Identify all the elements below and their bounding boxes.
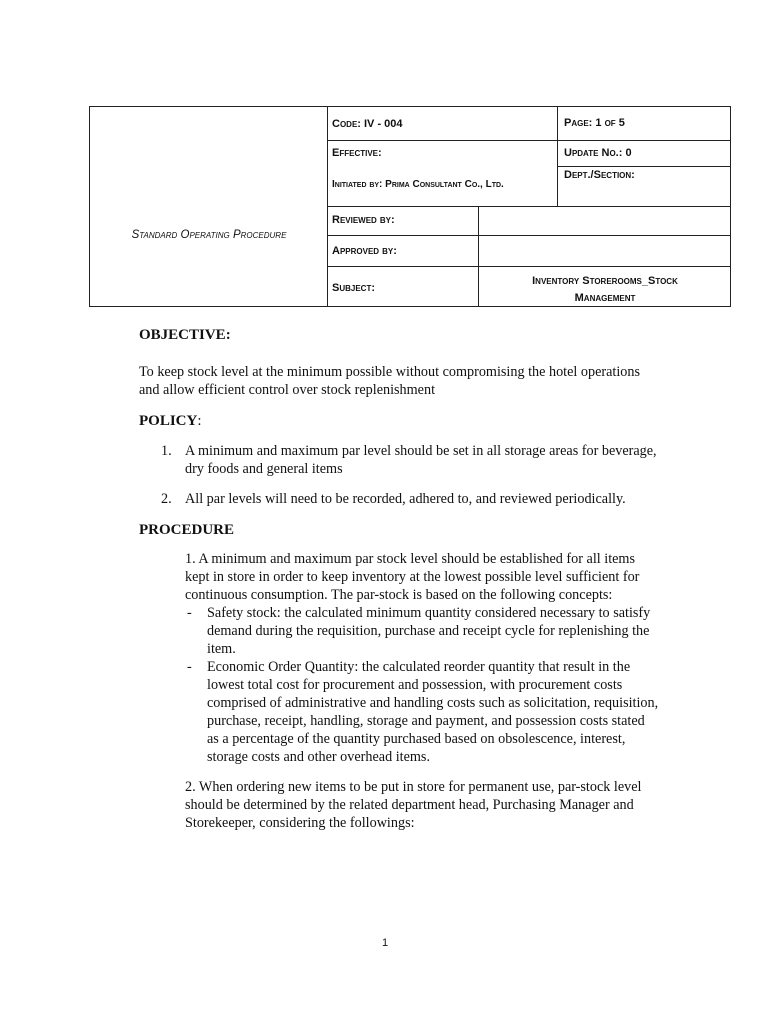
objective-heading: OBJECTIVE: — [139, 327, 231, 343]
list-number: 2. — [161, 491, 172, 507]
sop-title: Standard Operating Procedure — [131, 229, 287, 241]
list-item — [139, 490, 659, 508]
subject-label: Subject: — [332, 282, 376, 294]
list-text: Economic Order Quantity: the calculated reorder quantity that result in the lowest total cost for procurement and possession, with procurement costs comprised of administrative and handling costs such as solicitation, requisition, purchase, receipt, handling, storage and payment, and possession costs stated as a percentage of the quantity purchased based on obsolescence, interest, storage costs and other overhead items. — [207, 659, 659, 765]
divider — [328, 266, 730, 267]
page-number: 1 — [381, 937, 389, 949]
list-text: Safety stock: the calculated minimum quantity considered necessary to satisfy demand during the requisition, purchase and receipt cycle for replenishing the item. — [207, 605, 651, 657]
policy-colon: : — [197, 413, 202, 429]
reviewed-by-field: Reviewed by: — [332, 214, 395, 226]
update-no-field: Update No.: 0 — [564, 147, 632, 159]
policy-heading — [139, 412, 659, 430]
divider — [328, 235, 730, 236]
procedure-step: 2. When ordering new items to be put in store for permanent use, par-stock level should be determined by the related department head, Purchasing Manager and Storekeeper, considering the followings: — [185, 779, 642, 831]
dept-section-field: Dept./Section: — [564, 169, 635, 181]
list-item — [185, 658, 659, 766]
procedure-heading: PROCEDURE — [139, 522, 235, 538]
code-field: Code: IV - 004 — [332, 118, 403, 130]
list-number: 1. — [161, 443, 172, 459]
initiated-by-field: Initiated by: Prima Consultant Co., Ltd. — [332, 179, 504, 190]
divider — [557, 166, 730, 167]
list-item — [139, 442, 659, 478]
list-text: A minimum and maximum par level should be set in all storage areas for beverage, dry foods and general items — [185, 443, 657, 477]
document-body — [139, 326, 659, 832]
sop-header-table — [89, 106, 731, 307]
subject-line: Management — [574, 292, 636, 304]
page-field: Page: 1 of 5 — [564, 117, 625, 129]
divider — [328, 140, 730, 141]
procedure-step: 1. A minimum and maximum par stock level should be established for all items kept in store in order to keep inventory at the lowest possible level sufficient for continuous consumption. The par-stock is based on the following concepts: — [185, 551, 640, 603]
list-text: All par levels will need to be recorded, adhered to, and reviewed periodically. — [185, 491, 626, 507]
effective-field: Effective: — [332, 147, 382, 159]
list-item — [185, 604, 659, 658]
objective-text: To keep stock level at the minimum possible without compromising the hotel operations and allow efficient control over stock replenishment — [139, 364, 641, 398]
policy-list — [139, 442, 659, 508]
divider — [327, 107, 328, 307]
dash-bullet: - — [187, 659, 192, 675]
procedure-section — [185, 550, 659, 832]
dash-bullet: - — [187, 605, 192, 621]
policy-heading-text: POLICY — [139, 413, 198, 429]
approved-by-field: Approved by: — [332, 245, 397, 257]
divider — [557, 107, 558, 206]
divider — [328, 206, 730, 207]
subject-value — [479, 273, 731, 307]
subject-line: Inventory Storerooms_Stock — [532, 275, 678, 287]
